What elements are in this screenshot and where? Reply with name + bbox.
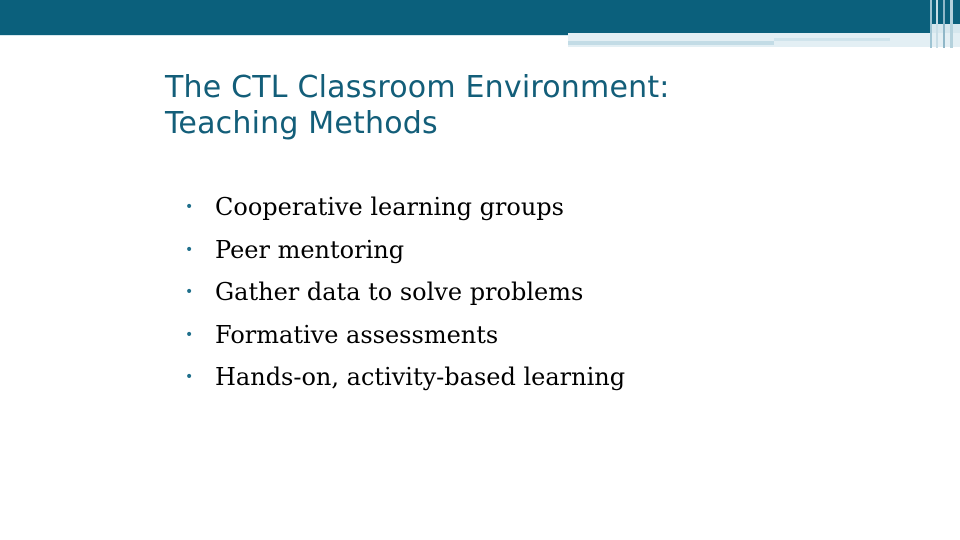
header-edge-line — [930, 0, 932, 48]
slide-title — [165, 70, 865, 142]
bullet-item — [185, 186, 625, 229]
header-edge-line — [943, 0, 945, 48]
header-edge-line — [936, 0, 938, 48]
bullet-item — [185, 314, 625, 357]
header-accent-line-short — [774, 38, 890, 41]
bullet-item — [185, 271, 625, 314]
slide-title-line-2: Teaching Methods — [165, 106, 438, 141]
header-accent-line — [568, 41, 774, 45]
bullet-text: Cooperative learning groups — [215, 193, 564, 222]
bullet-text: Peer mentoring — [215, 235, 405, 264]
bullet-item — [185, 356, 625, 399]
bullet-marker: • — [185, 284, 194, 301]
bullet-text: Hands-on, activity-based learning — [215, 363, 626, 392]
bullet-marker: • — [185, 199, 194, 216]
slide-title-line-1: The CTL Classroom Environment: — [165, 70, 670, 105]
bullet-marker: • — [185, 241, 194, 258]
header-edge-line — [950, 0, 953, 48]
header-banner — [0, 0, 960, 24]
bullet-text: Gather data to solve problems — [215, 278, 584, 307]
bullet-item — [185, 229, 625, 272]
bullet-text: Formative assessments — [215, 320, 499, 349]
bullet-list — [185, 186, 625, 399]
bullet-marker: • — [185, 369, 194, 386]
bullet-marker: • — [185, 326, 194, 343]
